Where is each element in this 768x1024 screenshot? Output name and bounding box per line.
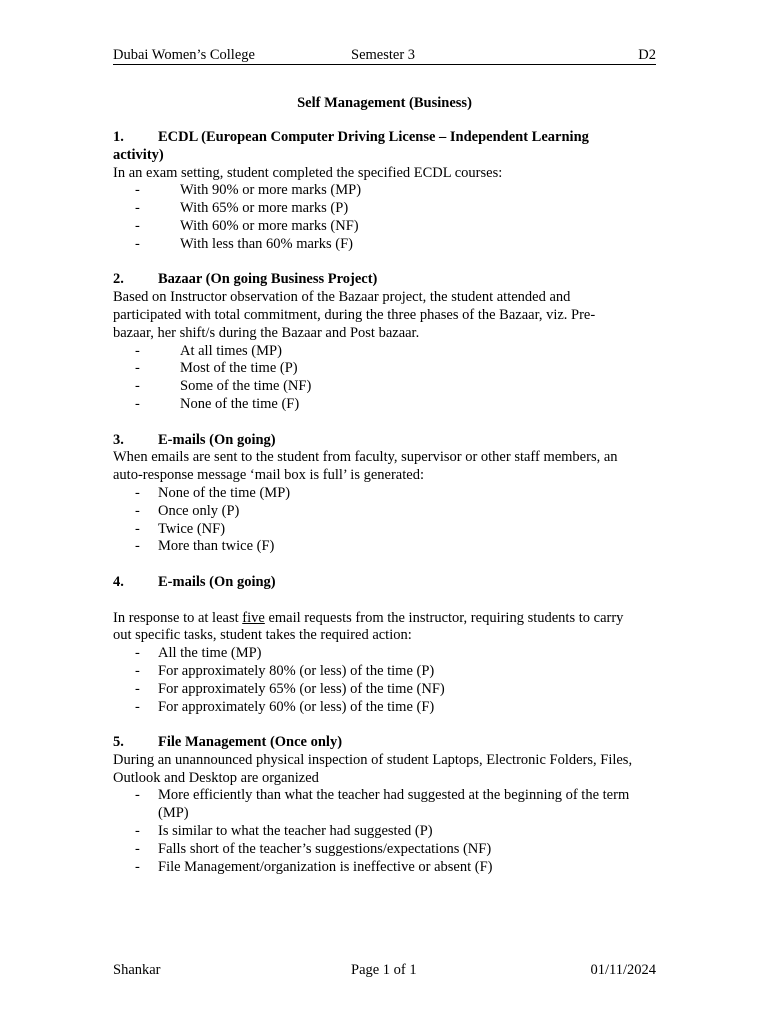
list-item: - Is similar to what the teacher had suggested (P) (135, 823, 433, 840)
header-college: Dubai Women’s College (113, 47, 255, 63)
list-item: - For approximately 80% (or less) of the time (P) (135, 662, 435, 679)
header-code: D2 (638, 47, 656, 63)
list-item: - All the time (MP) (135, 645, 262, 662)
dash: - (135, 395, 140, 412)
section-5-heading (113, 734, 658, 752)
dash: - (135, 520, 140, 537)
dash: - (135, 840, 140, 857)
dash: - (135, 680, 140, 697)
dash: - (135, 538, 140, 555)
list-item: - With 90% or more marks (MP) (135, 182, 362, 199)
section-title: Bazaar (On going Business Project) (158, 271, 378, 288)
list-item: - More efficiently than what the teacher had suggested at the beginning of the term (135, 787, 630, 804)
list-item: - Some of the time (NF) (135, 378, 312, 395)
list-item: - With less than 60% marks (F) (135, 235, 353, 252)
section-3-intro-line: auto-response message ‘mail box is full’ is generated: (113, 467, 424, 484)
section-number: 1. (113, 129, 124, 145)
section-title: ECDL (European Computer Driving License – Independent Learning (158, 129, 589, 145)
section-2-intro-line: bazaar, her shift/s during the Bazaar and Post bazaar. (113, 324, 420, 341)
section-1-list (113, 182, 658, 253)
dash: - (135, 378, 140, 395)
section-5-intro-line: Outlook and Desktop are organized (113, 769, 319, 786)
section-1 (113, 129, 658, 254)
list-item: - For approximately 65% (or less) of the time (NF) (135, 680, 445, 697)
dash: - (135, 182, 140, 199)
list-item: - At all times (MP) (135, 342, 282, 359)
section-3 (113, 432, 658, 557)
header-semester: Semester 3 (351, 47, 416, 63)
list-item: - Twice (NF) (135, 520, 226, 537)
dash: - (135, 823, 140, 840)
list-item: - File Management/organization is ineffective or absent (F) (135, 858, 493, 875)
section-2-heading (113, 271, 658, 289)
footer-author: Shankar (113, 962, 161, 978)
dash: - (135, 645, 140, 662)
section-4-intro-line: In response to at least five email requests from the instructor, requiring students to carry (113, 609, 624, 626)
dash: - (135, 787, 140, 804)
section-1-heading (113, 129, 658, 147)
list-item: - Falls short of the teacher’s suggestions/expectations (NF) (135, 840, 492, 857)
section-number: 5. (113, 734, 124, 751)
page-footer (113, 961, 656, 979)
section-title: E-mails (On going) (158, 431, 276, 448)
section-title: E-mails (On going) (158, 573, 276, 590)
list-item-continuation: (MP) (158, 805, 189, 822)
section-number: 4. (113, 573, 124, 590)
list-item: - None of the time (F) (135, 395, 300, 412)
section-title: File Management (Once only) (158, 734, 343, 751)
list-item: - None of the time (MP) (135, 484, 291, 501)
dash: - (135, 200, 140, 217)
document-title: Self Management (Business) (297, 95, 472, 111)
section-5-intro-line: During an unannounced physical inspection of student Laptops, Electronic Folders, Files, (113, 751, 633, 768)
dash: - (135, 502, 140, 519)
dash: - (135, 698, 140, 715)
list-item: - With 60% or more marks (NF) (135, 217, 359, 234)
list-item: - With 65% or more marks (P) (135, 200, 349, 217)
section-1-heading-cont: activity) (113, 146, 164, 163)
dash: - (135, 235, 140, 252)
section-3-heading (113, 432, 658, 450)
dash: - (135, 360, 140, 377)
section-3-list (113, 485, 658, 556)
section-3-intro-line: When emails are sent to the student from faculty, supervisor or other staff members, an (113, 449, 618, 466)
document-body (113, 129, 658, 876)
dash: - (135, 217, 140, 234)
section-5 (113, 734, 658, 876)
footer-date: 01/11/2024 (590, 962, 656, 978)
page-header (113, 46, 656, 65)
dash: - (135, 662, 140, 679)
underlined-word: five (242, 609, 265, 626)
dash: - (135, 858, 140, 875)
section-2 (113, 271, 658, 413)
section-4-list (113, 645, 658, 716)
dash: - (135, 342, 140, 359)
section-2-intro-line: participated with total commitment, during the three phases of the Bazaar, viz. Pre- (113, 306, 596, 323)
footer-page-number: Page 1 of 1 (351, 962, 417, 978)
section-4-heading (113, 574, 658, 592)
list-item: - More than twice (F) (135, 538, 275, 555)
section-number: 2. (113, 271, 124, 288)
section-5-list (113, 787, 658, 876)
section-1-intro: In an exam setting, student completed the specified ECDL courses: (113, 164, 503, 181)
list-item: - Once only (P) (135, 502, 240, 519)
section-4 (113, 574, 658, 716)
section-4-intro-line: out specific tasks, student takes the required action: (113, 627, 412, 644)
section-2-intro-line: Based on Instructor observation of the Bazaar project, the student attended and (113, 289, 571, 306)
dash: - (135, 484, 140, 501)
list-item: - Most of the time (P) (135, 360, 298, 377)
section-number: 3. (113, 431, 124, 448)
list-item: - For approximately 60% (or less) of the time (F) (135, 698, 435, 715)
section-2-list (113, 343, 658, 414)
